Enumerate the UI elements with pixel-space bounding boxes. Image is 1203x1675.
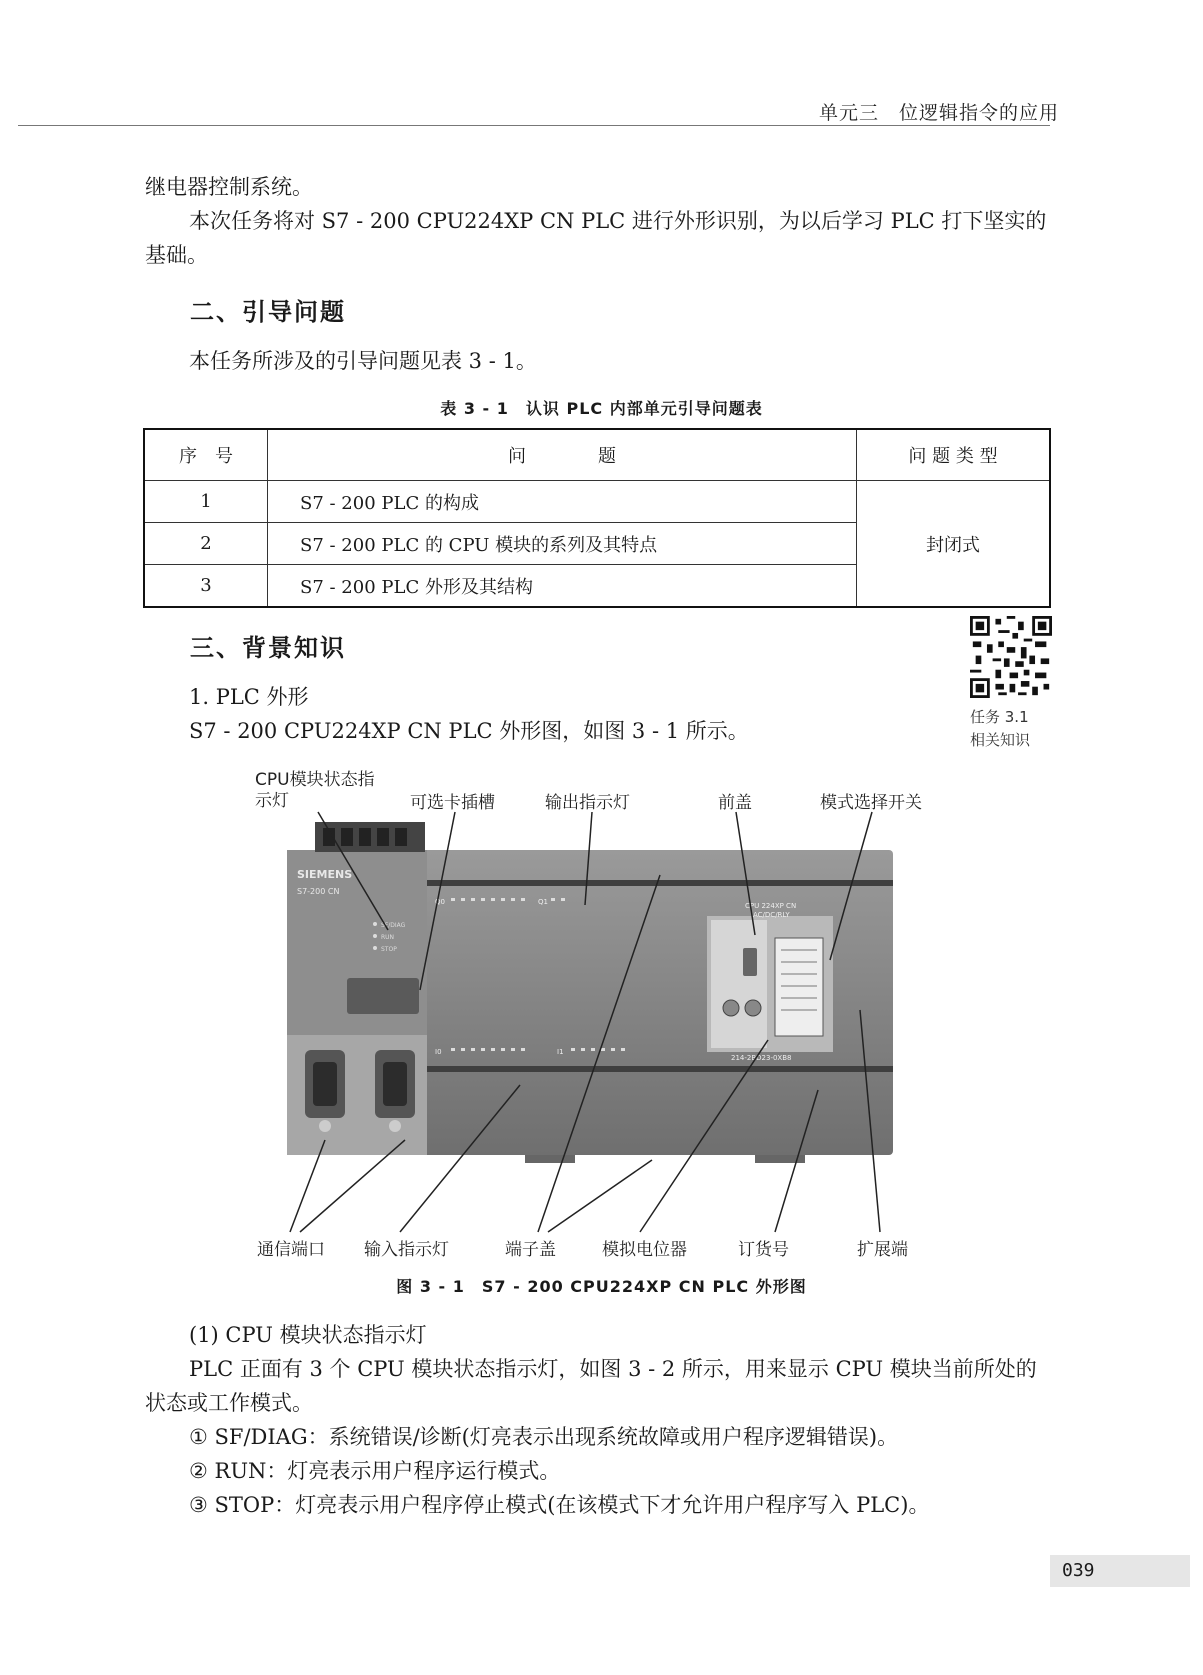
led-run-label: RUN xyxy=(381,934,395,941)
qr-caption-line-2: 相关知识 xyxy=(970,731,1031,749)
led-stop-label: STOP xyxy=(381,946,397,953)
label-mode-switch: 模式选择开关 xyxy=(820,793,922,813)
led-sf-label: SF/DIAG xyxy=(381,922,406,929)
subheading-status-led: (1) CPU 模块状态指示灯 xyxy=(189,1323,427,1347)
table-caption: 表 3 - 1 认识 PLC 内部单元引导问题表 xyxy=(440,399,763,418)
plc-shape-text: S7 - 200 CPU224XP CN PLC 外形图，如图 3 - 1 所示。 xyxy=(189,719,749,743)
running-header: 单元三 位逻辑指令的应用 xyxy=(818,102,1059,124)
list-item-stop: ③ STOP：灯亮表示用户程序停止模式(在该模式下才允许用户程序写入 PLC)。 xyxy=(189,1493,930,1517)
subheading-plc-shape: 1. PLC 外形 xyxy=(189,685,309,709)
qr-caption-line-1: 任务 3.1 xyxy=(970,708,1029,726)
i1-label: I1 xyxy=(557,1048,564,1056)
row-type: 封闭式 xyxy=(857,481,1051,608)
section-2-text: 本任务所涉及的引导问题见表 3 - 1。 xyxy=(189,349,537,373)
label-card-slot: 可选卡插槽 xyxy=(410,793,495,813)
header-cell-no: 序 号 xyxy=(144,429,268,481)
figure-caption: 图 3 - 1 S7 - 200 CPU224XP CN PLC 外形图 xyxy=(396,1277,807,1296)
label-terminal-cover: 端子盖 xyxy=(505,1240,556,1260)
status-led-paragraph: PLC 正面有 3 个 CPU 模块状态指示灯，如图 3 - 2 所示，用来显示 CPU 模块当前所处的状态或工作模式。 xyxy=(145,1357,1037,1415)
model-text: S7-200 CN xyxy=(297,887,340,896)
row-question: S7 - 200 PLC 的 CPU 模块的系列及其特点 xyxy=(268,523,857,565)
row-no: 2 xyxy=(144,523,268,565)
brand-text: SIEMENS xyxy=(297,868,353,881)
label-expansion-port: 扩展端 xyxy=(857,1240,908,1260)
header-cell-question: 问 题 xyxy=(268,429,857,481)
intro-paragraph-1: 继电器控制系统。 xyxy=(145,175,313,199)
row-question: S7 - 200 PLC 外形及其结构 xyxy=(268,565,857,608)
label-comm-port: 通信端口 xyxy=(257,1240,325,1260)
section-3-title: 三、背景知识 xyxy=(190,634,346,662)
list-item-sf-diag: ① SF/DIAG：系统错误/诊断(灯亮表示出现系统故障或用户程序逻辑错误)。 xyxy=(189,1425,899,1449)
label-input-led: 输入指示灯 xyxy=(364,1240,449,1260)
supply-text: AC/DC/RLY xyxy=(753,911,790,919)
i0-label: I0 xyxy=(435,1048,442,1056)
q0-label: Q0 xyxy=(435,898,445,906)
list-item-run: ② RUN：灯亮表示用户程序运行模式。 xyxy=(189,1459,561,1483)
q1-label: Q1 xyxy=(538,898,548,906)
intro-paragraph-2: 本次任务将对 S7 - 200 CPU224XP CN PLC 进行外形识别，为以后学习 PLC 打下坚实的基础。 xyxy=(145,209,1047,267)
row-no: 1 xyxy=(144,481,268,523)
page-number: 039 xyxy=(1050,1555,1190,1587)
order-number-text: 214-2BD23-0XB8 xyxy=(731,1054,792,1062)
cpu-text: CPU 224XP CN xyxy=(745,902,797,910)
label-output-led: 输出指示灯 xyxy=(545,793,630,813)
label-potentiometer: 模拟电位器 xyxy=(602,1240,687,1260)
section-2-title: 二、引导问题 xyxy=(190,298,346,326)
label-front-cover: 前盖 xyxy=(718,793,752,813)
row-no: 3 xyxy=(144,565,268,608)
header-cell-type: 问 题 类 型 xyxy=(857,429,1051,481)
row-question: S7 - 200 PLC 的构成 xyxy=(268,481,857,523)
label-cpu-status-led: CPU模块状态指示灯 xyxy=(255,770,375,811)
label-order-number: 订货号 xyxy=(738,1240,789,1260)
